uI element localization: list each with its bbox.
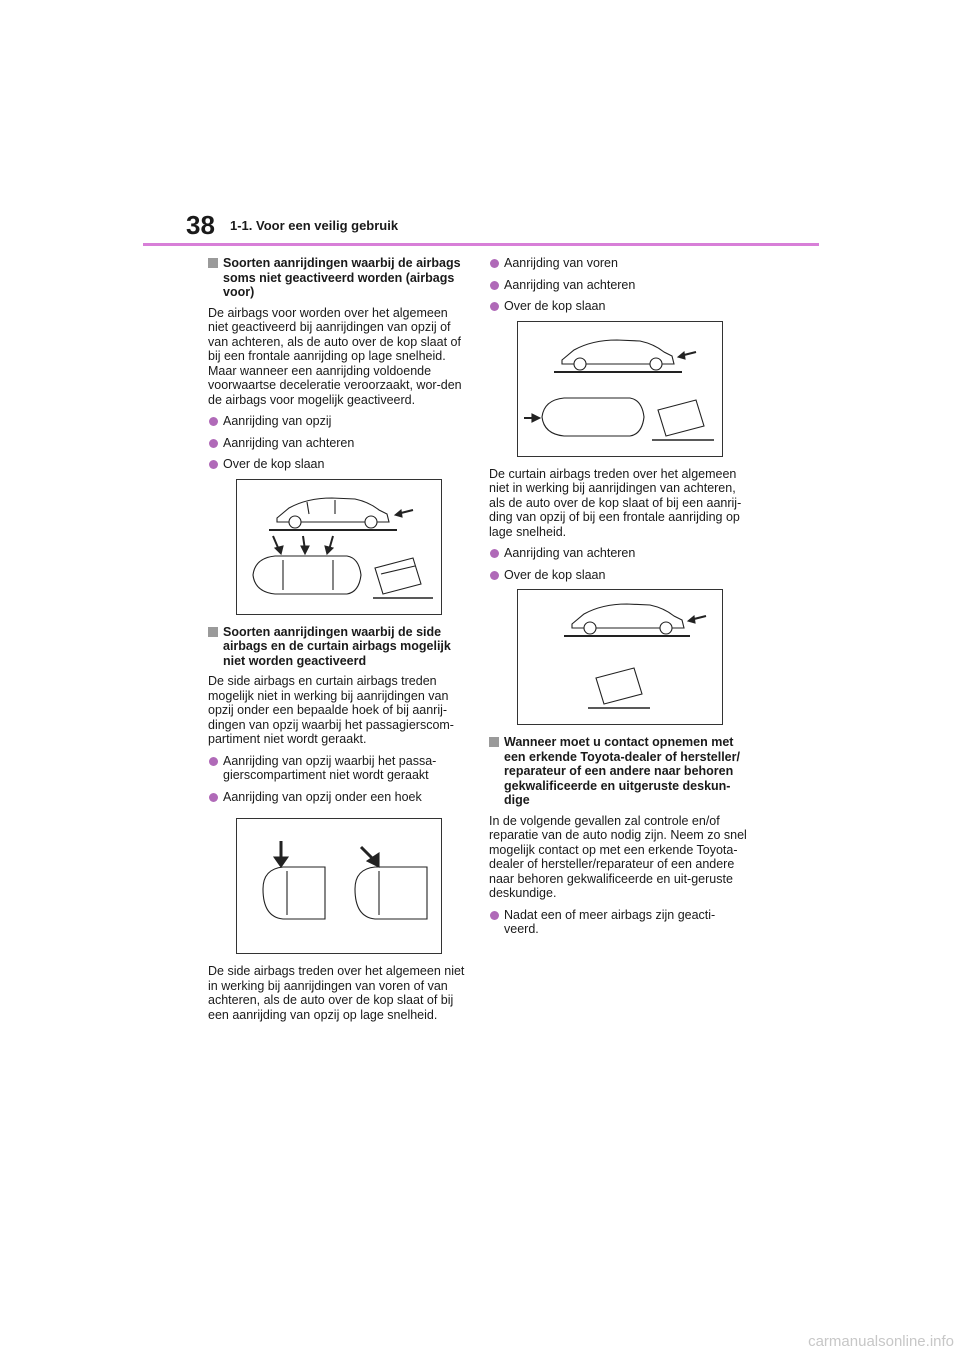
car-rollover-icon — [658, 400, 704, 436]
bullet-icon — [209, 793, 218, 802]
bullet-icon — [209, 757, 218, 766]
list-item: Over de kop slaan — [489, 299, 749, 314]
list-item: Aanrijding van opzij waarbij het passa-gierscompartiment niet wordt geraakt — [208, 754, 468, 783]
arrow-icon — [274, 841, 288, 867]
list-item: Over de kop slaan — [208, 457, 468, 472]
bullet-icon — [490, 302, 499, 311]
arrow-icon — [361, 847, 379, 867]
illustration-curtain-rear-rollover — [517, 589, 723, 725]
bullet-icon — [209, 417, 218, 426]
illustration-curtain-airbag-cases — [517, 321, 723, 457]
bullet-icon — [209, 460, 218, 469]
bullet-icon — [490, 549, 499, 558]
bullet-icon — [209, 439, 218, 448]
car-top-icon — [253, 556, 361, 594]
arrow-icon — [301, 536, 309, 554]
car-top-icon — [355, 867, 427, 919]
car-top-icon — [542, 398, 644, 436]
car-side-icon — [562, 340, 674, 370]
car-side-icon — [277, 498, 389, 528]
arrow-icon — [273, 536, 283, 554]
section-title: 1-1. Voor een veilig gebruik — [230, 218, 399, 233]
list-item: Aanrijding van voren — [489, 256, 749, 271]
list-item: Aanrijding van achteren — [208, 436, 468, 451]
arrow-icon — [688, 616, 706, 623]
arrow-icon — [325, 536, 333, 554]
list-item: Aanrijding van opzij onder een hoek — [208, 790, 468, 805]
car-top-icon — [263, 867, 325, 919]
list-item: Over de kop slaan — [489, 568, 749, 583]
car-rollover-icon — [375, 558, 421, 594]
left-column — [208, 256, 468, 1029]
paragraph: De airbags voor worden over het algemeen niet geactiveerd bij aanrijdingen van opzij of van achteren, als de auto over de kop slaat of bij een frontale aanrijding op lage snelheid. Maar wanneer een aanrijding voldoende voorwaartse deceleratie veroorzaakt, wor-den de airbags voor mogelijk geactiveerd. — [208, 305, 462, 407]
heading-side-curtain-airbags: Soorten aanrijdingen waarbij de side airbags en de curtain airbags mogelijk niet worden geactiveerd — [208, 625, 468, 669]
paragraph: De side airbags treden over het algemeen niet in werking bij aanrijdingen van voren of van achteren, als de auto over de kop slaat of bij een aanrijding van opzij op lage snelheid. — [208, 964, 465, 1022]
square-bullet-icon — [208, 627, 218, 637]
list-item: Aanrijding van achteren — [489, 278, 749, 293]
square-bullet-icon — [489, 737, 499, 747]
page-number: 38 — [186, 210, 215, 240]
list-item: Aanrijding van opzij — [208, 414, 468, 429]
paragraph: De curtain airbags treden over het algemeen niet in werking bij aanrijdingen van achteren, als de auto over de kop slaat of bij een aanrij-ding van opzij of bij een frontale aanrijding op lage snelheid. — [489, 466, 742, 539]
bullet-icon — [490, 911, 499, 920]
illustration-front-airbag-cases — [236, 479, 442, 615]
bullet-icon — [490, 281, 499, 290]
arrow-icon — [395, 510, 413, 517]
paragraph: De side airbags en curtain airbags treden mogelijk niet in werking bij aanrijdingen van opzij onder een bepaalde hoek of bij aanrij-dingen van opzij waarbij het passagierscom-partiment niet wordt geraakt. — [208, 674, 454, 746]
car-side-icon — [572, 604, 684, 634]
heading-front-airbags: Soorten aanrijdingen waarbij de airbags soms niet geactiveerd worden (airbags voor) — [208, 256, 468, 300]
square-bullet-icon — [208, 258, 218, 268]
right-column — [489, 256, 749, 944]
arrow-icon — [678, 352, 696, 359]
arrow-icon — [524, 414, 540, 422]
watermark: carmanualsonline.info — [808, 1333, 954, 1350]
illustration-side-impact-cases — [236, 818, 442, 954]
list-item: Aanrijding van achteren — [489, 546, 749, 561]
heading-contact-dealer: Wanneer moet u contact opnemen met een erkende Toyota-dealer of hersteller/ reparateur of een andere naar behoren gekwalificeerde en uitgeruste deskun-dige — [489, 735, 749, 808]
header-rule — [143, 243, 819, 246]
bullet-icon — [490, 571, 499, 580]
bullet-icon — [490, 259, 499, 268]
paragraph: In de volgende gevallen zal controle en/of reparatie van de auto nodig zijn. Neem zo snel mogelijk contact op met een erkende Toyota-dealer of hersteller/reparateur of een andere naar behoren gekwalificeerde en uit-geruste deskundige. — [489, 813, 747, 900]
list-item: Nadat een of meer airbags zijn geacti-veerd. — [489, 908, 749, 937]
car-rollover-icon — [596, 668, 642, 704]
